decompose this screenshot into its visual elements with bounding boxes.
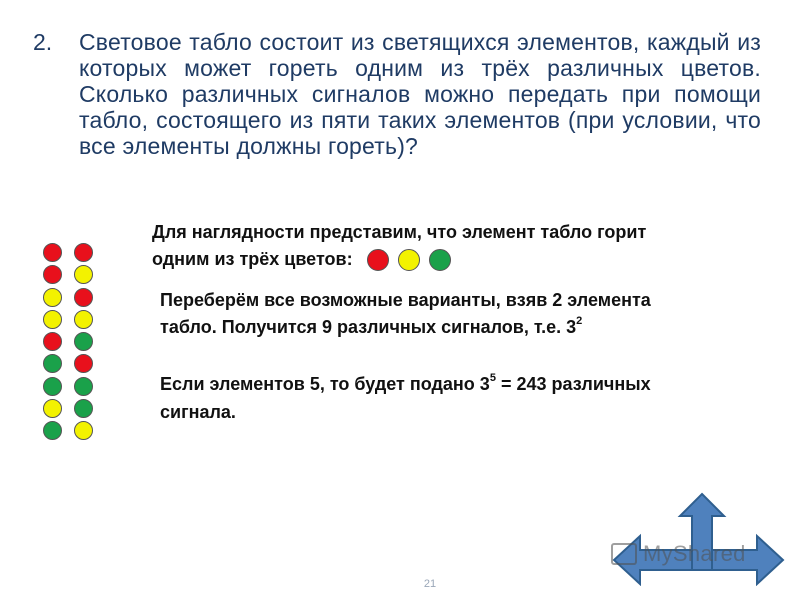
enumerate-exponent: 2	[576, 315, 583, 327]
task-text: Световое табло состоит из светящихся элементов, каждый из которых может гореть одним из трёх различных цветов. Сколько различных сигналов можно передать при помощи табло, состоящего из пяти таких элементов (при условии, что все элементы должны гореть)?	[79, 29, 761, 159]
combination-9-right-dot	[74, 421, 93, 440]
combination-8-right-dot	[74, 399, 93, 418]
color-legend	[367, 249, 451, 271]
combination-1-right-dot	[74, 243, 93, 262]
result-text	[160, 370, 760, 426]
combination-6-right-dot	[74, 354, 93, 373]
enumerate-text	[160, 287, 770, 341]
intro-text	[152, 219, 752, 273]
combination-1-left-dot	[43, 243, 62, 262]
result-line-2: сигнала.	[160, 402, 236, 422]
task-number: 2.	[33, 29, 53, 55]
combination-5-left-dot	[43, 332, 62, 351]
combination-9-left-dot	[43, 421, 62, 440]
red-dot	[367, 249, 389, 271]
watermark	[611, 541, 746, 567]
enumerate-line-1: Переберём все возможные варианты, взяв 2 элемента	[160, 290, 651, 310]
combination-7-left-dot	[43, 377, 62, 396]
combination-6-left-dot	[43, 354, 62, 373]
intro-line-2: одним из трёх цветов:	[152, 249, 353, 269]
combination-3-right-dot	[74, 288, 93, 307]
yellow-dot	[398, 249, 420, 271]
combination-4-left-dot	[43, 310, 62, 329]
result-suffix: = 243 различных	[495, 374, 651, 394]
green-dot	[429, 249, 451, 271]
watermark-logo-icon	[611, 543, 637, 565]
result-prefix: Если элементов 5, то будет подано 3	[160, 374, 490, 394]
enumerate-line-2: табло. Получится 9 различных сигналов, т.е. 3	[160, 317, 577, 337]
combination-8-left-dot	[43, 399, 62, 418]
combinations-grid	[43, 243, 96, 440]
intro-line-1: Для наглядности представим, что элемент табло горит	[152, 222, 647, 242]
watermark-text: MyShared	[643, 541, 746, 566]
combination-2-left-dot	[43, 265, 62, 284]
navigation-arrows	[612, 492, 787, 586]
combination-7-right-dot	[74, 377, 93, 396]
result-exponent: 5	[489, 372, 496, 384]
combination-5-right-dot	[74, 332, 93, 351]
combination-4-right-dot	[74, 310, 93, 329]
page-number: 21	[423, 578, 437, 590]
combination-2-right-dot	[74, 265, 93, 284]
combination-3-left-dot	[43, 288, 62, 307]
